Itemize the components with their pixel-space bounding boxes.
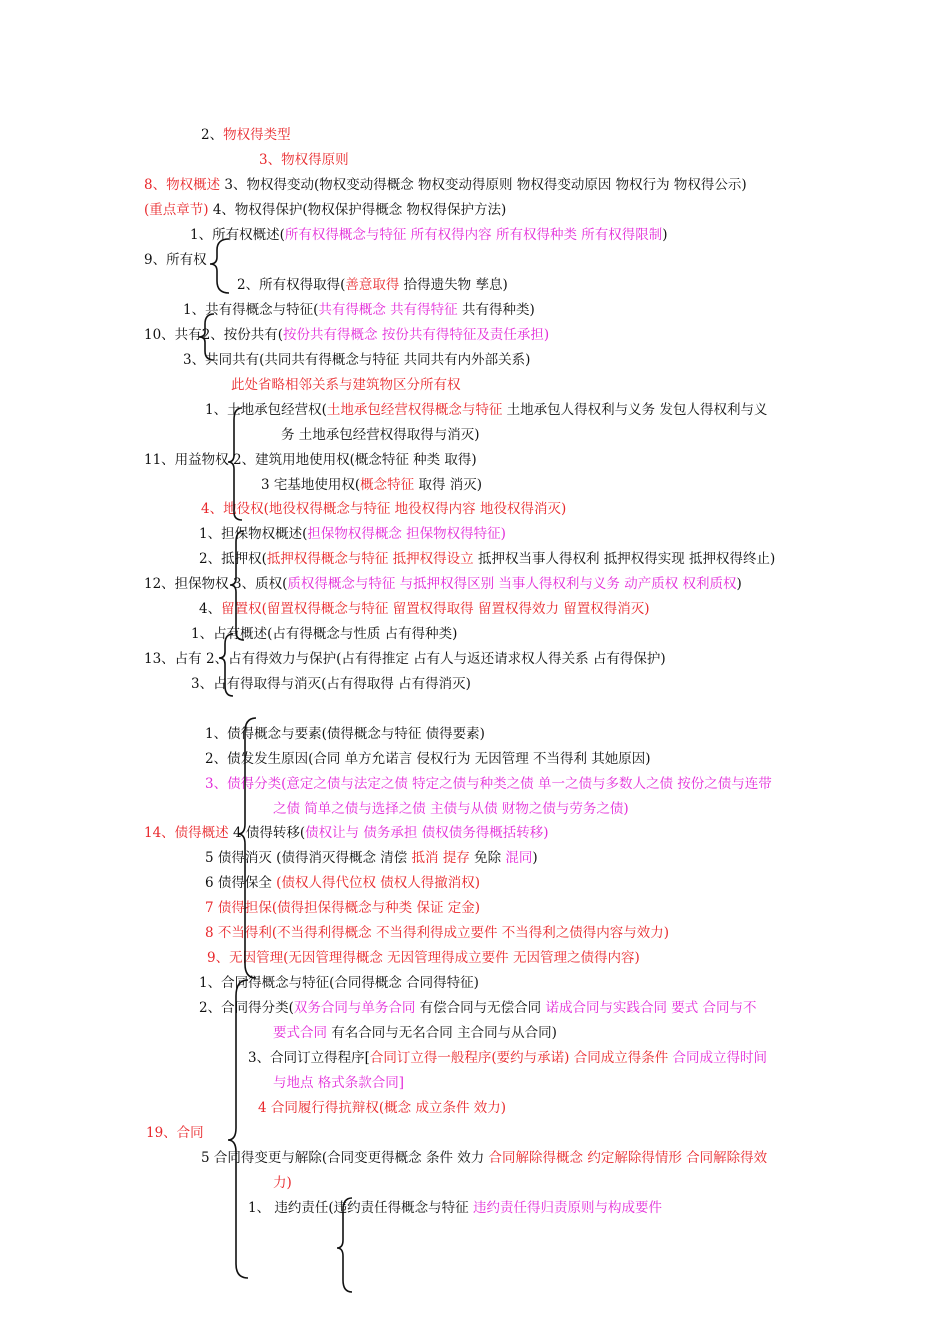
text-run: 取得 消灭) [414,477,483,493]
text-run: 善意取得 [345,277,400,293]
text-run: ) [736,576,742,592]
text-run: 1、合同得概念与特征(合同得概念 合同得特征) [199,975,479,991]
text-run: 有名合同与无名合同 主合同与从合同) [327,1025,557,1041]
text-run: 所有权得概念与特征 所有权得内容 所有权得种类 所有权得限制 [284,227,663,243]
text-run: (债权人得代位权 债权人得撤消权) [276,875,480,891]
brace-liability [337,1198,352,1292]
text-run: 合同成立得条件 [573,1050,669,1066]
text-run: 担保物权得概念 担保物权得特征) [307,526,506,542]
brace-ownership [210,239,229,293]
text-run: 有偿合同与无偿合同 [415,1000,546,1016]
text-run: 债权让与 债务承担 债权债务得概括转移) [305,825,549,841]
text-run: 2、建筑用地使用权(概念特征 种类 取得) [228,452,477,468]
text-run: 3、共同共有(共同共有得概念与特征 共同共有内外部关系) [183,352,531,368]
text-run: 之债 简单之债与选择之债 主债与从债 财物之债与劳务之债) [273,801,629,817]
text-run: 要式合同 [273,1025,327,1041]
text-run: 土地承包经营权得概念与特征 [326,402,503,418]
text-run: 13、占有 [144,651,202,667]
text-run: 土地承包人得权利与义务 发包人得权利与义 [502,402,768,418]
text-run: 9、所有权 [144,252,207,268]
text-run: (重点章节) [144,202,209,218]
text-run: 3、质权( [228,576,288,592]
text-run: 3、合同订立得程序[ [248,1050,370,1066]
text-run: 共有得概念 共有得特征 [318,302,458,318]
text-run: 4 债得转移( [228,825,306,841]
text-run: 此处省略相邻关系与建筑物区分所有权 [231,377,461,393]
text-run: 双务合同与单务合同 [293,1000,416,1016]
text-run: 2、抵押权( [199,551,267,567]
text-run: 2、 [201,127,224,143]
text-run: 1、担保物权概述( [199,526,308,542]
text-run: 3、物权得原则 [259,152,349,168]
text-run: 混同 [505,850,533,866]
text-run: 留置权(留置权得概念与特征 留置权得取得 留置权得效力 留置权得消灭) [221,601,650,617]
text-run: 12、担保物权 [144,576,229,592]
text-run: 2、合同得分类( [199,1000,294,1016]
text-run: ) [662,227,668,243]
text-run: 力) [273,1175,292,1191]
brace-obligation [238,718,256,978]
text-run: 3、占有得取得与消灭(占有得取得 占有得消灭) [191,676,471,692]
text-run: 2、占有得效力与保护(占有得推定 占有人与返还请求权人得关系 占有得保护) [201,651,666,667]
text-run: 1、 违约责任(违约责任得概念与特征 [248,1200,473,1216]
brace-coownership [199,314,214,360]
text-run: 抵押权当事人得权利 抵押权得实现 抵押权得终止) [473,551,776,567]
text-run: 诺成合同与实践合同 要式 合同与不 [545,1000,757,1016]
text-run: 8 不当得利(不当得利得概念 不当得利得成立要件 不当得利之债得内容与效力) [205,925,669,941]
text-run: 与地点 格式条款合同] [273,1075,405,1091]
text-run: 7 债得担保(债得担保得概念与种类 保证 定金) [205,900,480,916]
text-run: ) [532,850,538,866]
text-run: 4、地役权(地役权得概念与特征 地役权得内容 地役权得消灭) [201,501,567,517]
brace-usufruct [228,408,242,520]
text-run: 4、物权得保护(物权保护得概念 物权得保护方法) [208,202,507,218]
text-run: 抵消 提存 [411,850,470,866]
text-run: 合同成立得时间 [672,1050,767,1066]
brace-contract [228,980,248,1278]
text-run: 5 债得消灭 (债得消灭得概念 清偿 [205,850,412,866]
text-run: 1、所有权概述( [190,227,285,243]
text-run: 物权得类型 [223,127,291,143]
text-run: 抵押权得概念与特征 抵押权得设立 [266,551,474,567]
text-run: 6 债得保全 [205,875,277,891]
text-run: 1、共有得概念与特征( [183,302,319,318]
text-run: 8、物权概述 [144,177,221,193]
text-run: 14、债得概述 [144,825,229,841]
text-run: 4 合同履行得抗辩权(概念 成立条件 效力) [258,1100,506,1116]
text-run: 5 合同得变更与解除(合同变更得概念 条件 效力 [201,1150,489,1166]
brace-possession [219,634,233,696]
text-run: 9、无因管理(无因管理得概念 无因管理得成立要件 无因管理之债得内容) [207,950,640,966]
text-run: 10、共有 [144,327,202,343]
text-run: 2、所有权得取得( [237,277,346,293]
text-run: 11、用益物权 [144,452,229,468]
text-run: 1、占有概述(占有得概念与性质 占有得种类) [191,626,458,642]
text-run: 概念特征 [360,477,415,493]
text-run: 合同订立得一般程序(要约与承诺) [369,1050,570,1066]
text-run: 3、债得分类(意定之债与法定之债 特定之债与种类之债 单一之债与多数人之债 按份之债与连带 [205,776,772,792]
text-run: 1、土地承包经营权( [205,402,327,418]
text-run: 违约责任得归责原则与构成要件 [472,1200,662,1216]
brace-security [230,531,244,640]
text-run: 2、债发发生原因(合同 单方允诺言 侵权行为 无因管理 不当得利 其她原因) [205,751,651,767]
text-run: 质权得概念与特征 与抵押权得区别 当事人得权利与义务 动产质权 权利质权 [287,576,737,592]
text-run: 3 宅基地使用权( [261,477,361,493]
text-run: 合同解除得概念 约定解除得情形 合同解除得效 [488,1150,768,1166]
text-run: 拾得遗失物 孳息) [399,277,508,293]
text-run: 2、按份共有( [201,327,284,343]
text-run: 4、 [199,601,222,617]
text-run: 务 土地承包经营权得取得与消灭) [281,427,480,443]
text-run: 按份共有得概念 按份共有得特征及责任承担) [283,327,550,343]
text-run: 3、物权得变动(物权变动得概念 物权变动得原则 物权得变动原因 物权行为 物权得公示) [220,177,747,193]
text-run: 共有得种类) [457,302,535,318]
text-run: 1、债得概念与要素(债得概念与特征 债得要素) [205,726,485,742]
text-run: 免除 [469,850,506,866]
text-run: 19、合同 [146,1125,204,1141]
